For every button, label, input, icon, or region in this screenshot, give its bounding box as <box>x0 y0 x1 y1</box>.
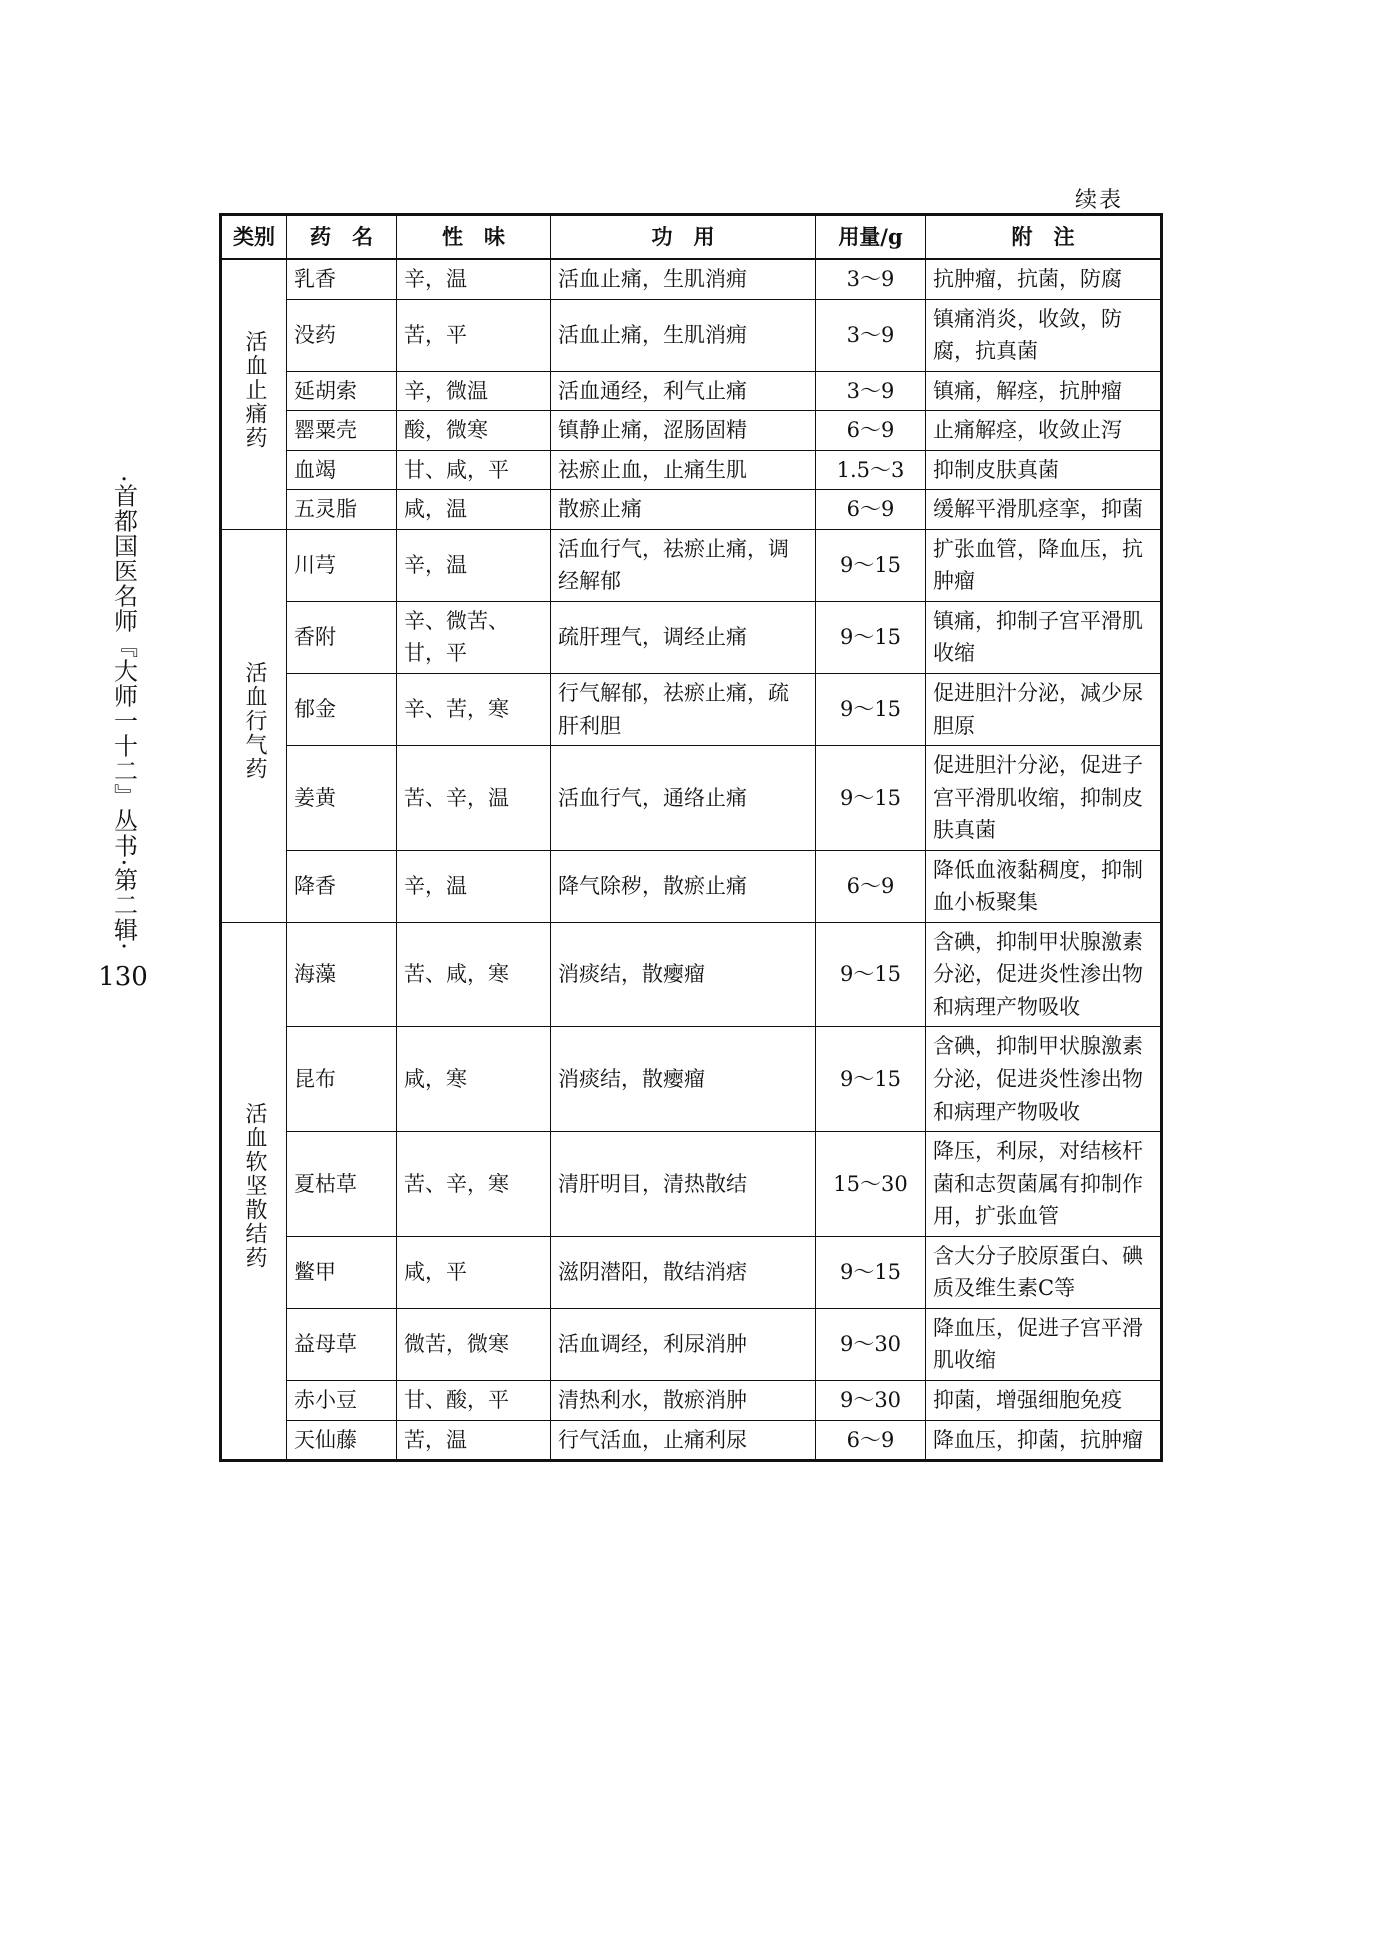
category-label: 活血行气药 <box>242 661 268 782</box>
dosage-cell: 6～9 <box>816 850 926 922</box>
function-cell: 镇静止痛，涩肠固精 <box>551 411 816 451</box>
dosage-cell: 9～15 <box>816 529 926 601</box>
page-number: 130 <box>98 961 148 992</box>
herb-name-cell: 姜黄 <box>287 746 397 851</box>
nature-cell: 咸，寒 <box>397 1027 551 1132</box>
herb-name-cell: 川芎 <box>287 529 397 601</box>
notes-cell: 含碘，抑制甲状腺激素分泌，促进炎性渗出物和病理产物吸收 <box>926 922 1162 1027</box>
category-cell <box>221 922 287 1460</box>
notes-cell: 促进胆汁分泌，促进子宫平滑肌收缩，抑制皮肤真菌 <box>926 746 1162 851</box>
table-row <box>221 746 1162 851</box>
function-cell: 活血通经，利气止痛 <box>551 371 816 411</box>
herb-table <box>219 213 1163 1462</box>
nature-cell: 辛、苦，寒 <box>397 674 551 746</box>
header-name: 药 名 <box>287 215 397 260</box>
nature-cell: 苦、辛，寒 <box>397 1132 551 1237</box>
header-nature: 性 味 <box>397 215 551 260</box>
dosage-cell: 9～15 <box>816 922 926 1027</box>
nature-cell: 甘、酸，平 <box>397 1380 551 1420</box>
table-row <box>221 371 1162 411</box>
function-cell: 滋阴潜阳，散结消痞 <box>551 1236 816 1308</box>
header-dosage: 用量/g <box>816 215 926 260</box>
nature-cell: 辛，温 <box>397 529 551 601</box>
table-row <box>221 411 1162 451</box>
notes-cell: 抑制皮肤真菌 <box>926 450 1162 490</box>
function-cell: 疏肝理气，调经止痛 <box>551 601 816 673</box>
function-cell: 消痰结，散瘿瘤 <box>551 922 816 1027</box>
herb-name-cell: 鳖甲 <box>287 1236 397 1308</box>
notes-cell: 含大分子胶原蛋白、碘质及维生素C等 <box>926 1236 1162 1308</box>
dosage-cell: 3～9 <box>816 259 926 299</box>
side-running-head <box>100 475 146 992</box>
header-function: 功 用 <box>551 215 816 260</box>
notes-cell: 抑菌，增强细胞免疫 <box>926 1380 1162 1420</box>
table-row <box>221 259 1162 299</box>
notes-cell: 镇痛，抑制子宫平滑肌收缩 <box>926 601 1162 673</box>
header-notes: 附 注 <box>926 215 1162 260</box>
dosage-cell: 3～9 <box>816 299 926 371</box>
herb-name-cell: 罂粟壳 <box>287 411 397 451</box>
dosage-cell: 9～15 <box>816 601 926 673</box>
function-cell: 活血行气，通络止痛 <box>551 746 816 851</box>
herb-name-cell: 五灵脂 <box>287 490 397 530</box>
herb-name-cell: 夏枯草 <box>287 1132 397 1237</box>
notes-cell: 降血压，抑菌，抗肿瘤 <box>926 1420 1162 1461</box>
function-cell: 行气解郁，祛瘀止痛，疏肝利胆 <box>551 674 816 746</box>
nature-cell: 辛，温 <box>397 850 551 922</box>
notes-cell: 降低血液黏稠度，抑制血小板聚集 <box>926 850 1162 922</box>
dosage-cell: 15～30 <box>816 1132 926 1237</box>
function-cell: 清肝明目，清热散结 <box>551 1132 816 1237</box>
nature-cell: 苦、辛，温 <box>397 746 551 851</box>
function-cell: 清热利水，散瘀消肿 <box>551 1380 816 1420</box>
herb-name-cell: 昆布 <box>287 1027 397 1132</box>
continued-label: 续表 <box>1075 188 1124 213</box>
herb-name-cell: 海藻 <box>287 922 397 1027</box>
notes-cell: 促进胆汁分泌，减少尿胆原 <box>926 674 1162 746</box>
dosage-cell: 1.5～3 <box>816 450 926 490</box>
herb-name-cell: 延胡索 <box>287 371 397 411</box>
herb-name-cell: 天仙藤 <box>287 1420 397 1461</box>
herb-name-cell: 降香 <box>287 850 397 922</box>
nature-cell: 甘、咸，平 <box>397 450 551 490</box>
function-cell: 散瘀止痛 <box>551 490 816 530</box>
function-cell: 祛瘀止血，止痛生肌 <box>551 450 816 490</box>
category-cell <box>221 259 287 529</box>
nature-cell: 苦、咸，寒 <box>397 922 551 1027</box>
nature-cell: 苦，平 <box>397 299 551 371</box>
function-cell: 活血行气，祛瘀止痛，调经解郁 <box>551 529 816 601</box>
function-cell: 活血止痛，生肌消痈 <box>551 299 816 371</box>
table-row <box>221 1027 1162 1132</box>
category-label: 活血止痛药 <box>242 329 268 450</box>
function-cell: 消痰结，散瘿瘤 <box>551 1027 816 1132</box>
table-row <box>221 1380 1162 1420</box>
nature-cell: 苦，温 <box>397 1420 551 1461</box>
running-head-text: ·首都国医名师『大师一十二』丛书·第二辑· <box>109 475 138 951</box>
dosage-cell: 6～9 <box>816 490 926 530</box>
table-row <box>221 601 1162 673</box>
notes-cell: 镇痛消炎，收敛，防腐，抗真菌 <box>926 299 1162 371</box>
table-row <box>221 1420 1162 1461</box>
dosage-cell: 9～15 <box>816 746 926 851</box>
nature-cell: 咸，平 <box>397 1236 551 1308</box>
notes-cell: 抗肿瘤，抗菌，防腐 <box>926 259 1162 299</box>
dosage-cell: 3～9 <box>816 371 926 411</box>
function-cell: 活血止痛，生肌消痈 <box>551 259 816 299</box>
table-row <box>221 450 1162 490</box>
function-cell: 行气活血，止痛利尿 <box>551 1420 816 1461</box>
table-row <box>221 1308 1162 1380</box>
dosage-cell: 9～15 <box>816 1236 926 1308</box>
dosage-cell: 9～30 <box>816 1380 926 1420</box>
table-row <box>221 1236 1162 1308</box>
herb-name-cell: 香附 <box>287 601 397 673</box>
dosage-cell: 9～30 <box>816 1308 926 1380</box>
herb-name-cell: 乳香 <box>287 259 397 299</box>
table-row <box>221 529 1162 601</box>
herb-name-cell: 益母草 <box>287 1308 397 1380</box>
nature-cell: 酸，微寒 <box>397 411 551 451</box>
nature-cell: 辛，微温 <box>397 371 551 411</box>
notes-cell: 止痛解痉，收敛止泻 <box>926 411 1162 451</box>
table-header-row <box>221 215 1162 260</box>
table-row <box>221 490 1162 530</box>
function-cell: 降气除秽，散瘀止痛 <box>551 850 816 922</box>
function-cell: 活血调经，利尿消肿 <box>551 1308 816 1380</box>
herb-name-cell: 赤小豆 <box>287 1380 397 1420</box>
herb-name-cell: 没药 <box>287 299 397 371</box>
herb-name-cell: 郁金 <box>287 674 397 746</box>
table-row <box>221 674 1162 746</box>
nature-cell: 咸，温 <box>397 490 551 530</box>
notes-cell: 含碘，抑制甲状腺激素分泌，促进炎性渗出物和病理产物吸收 <box>926 1027 1162 1132</box>
herb-name-cell: 血竭 <box>287 450 397 490</box>
table-row <box>221 299 1162 371</box>
nature-cell: 辛，温 <box>397 259 551 299</box>
category-label: 活血软坚散结药 <box>242 1102 268 1271</box>
nature-cell: 微苦，微寒 <box>397 1308 551 1380</box>
category-cell <box>221 529 287 922</box>
notes-cell: 缓解平滑肌痉挛，抑菌 <box>926 490 1162 530</box>
notes-cell: 镇痛，解痉，抗肿瘤 <box>926 371 1162 411</box>
header-category: 类别 <box>221 215 287 260</box>
dosage-cell: 6～9 <box>816 1420 926 1461</box>
notes-cell: 降血压，促进子宫平滑肌收缩 <box>926 1308 1162 1380</box>
nature-cell: 辛、微苦、甘，平 <box>397 601 551 673</box>
dosage-cell: 9～15 <box>816 674 926 746</box>
notes-cell: 扩张血管，降血压，抗肿瘤 <box>926 529 1162 601</box>
dosage-cell: 6～9 <box>816 411 926 451</box>
table-row <box>221 850 1162 922</box>
table-row <box>221 922 1162 1027</box>
table-row <box>221 1132 1162 1237</box>
notes-cell: 降压，利尿，对结核杆菌和志贺菌属有抑制作用，扩张血管 <box>926 1132 1162 1237</box>
dosage-cell: 9～15 <box>816 1027 926 1132</box>
